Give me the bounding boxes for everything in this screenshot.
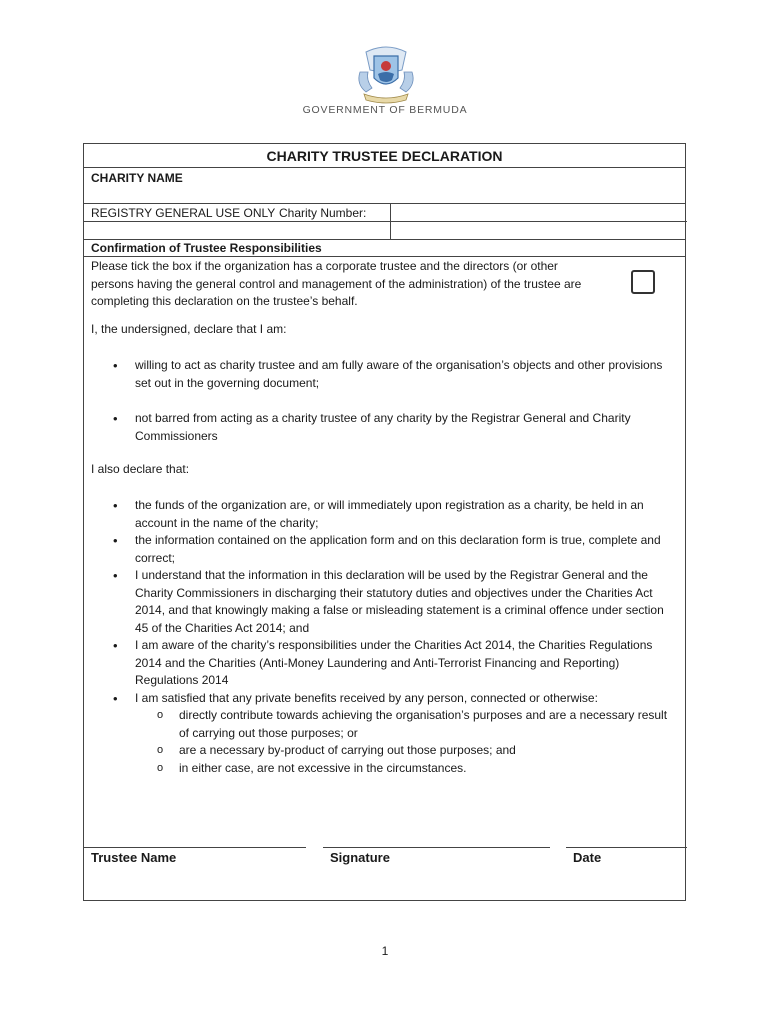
also-declare-list	[89, 497, 674, 777]
form-title: CHARITY TRUSTEE DECLARATION	[266, 148, 503, 164]
charity-number-label: Charity Number:	[279, 206, 367, 220]
trustee-name-line[interactable]	[84, 847, 306, 848]
sub-list-item: o are a necessary by-product of carrying out those purposes; and	[135, 742, 674, 760]
list-item: • not barred from acting as a charity trustee of any charity by the Registrar General and Charity Commissioners	[89, 410, 674, 445]
list-item: • I am aware of the charity’s responsibilities under the Charities Act 2014, the Charities Regulations 2014 and the Charities (Anti-Money Laundering and Anti-Terrorist Financing and Reporting) Regulations 2014	[89, 637, 674, 690]
corporate-trustee-checkbox[interactable]	[631, 270, 655, 294]
page-number: 1	[381, 944, 389, 958]
corporate-trustee-text: Please tick the box if the organization has a corporate trustee and the directors (or other persons having the general control and management of the administration) of the trustee are completing this declaration on the trustee’s behalf.	[91, 259, 582, 308]
government-name: GOVERNMENT OF BERMUDA	[302, 104, 468, 116]
charity-name-label: CHARITY NAME	[91, 171, 183, 185]
registry-label: REGISTRY GENERAL USE ONLY	[91, 206, 276, 220]
divider	[84, 256, 685, 257]
signature-label: Signature	[330, 850, 390, 865]
also-declare-intro: I also declare that:	[91, 462, 190, 476]
declare-list	[89, 357, 674, 445]
divider	[390, 221, 687, 222]
date-label: Date	[573, 850, 602, 865]
declaration-form	[83, 143, 686, 901]
declare-intro: I, the undersigned, declare that I am:	[91, 322, 287, 336]
sub-list	[135, 707, 674, 777]
list-item: • I understand that the information in this declaration will be used by the Registrar General and the Charity Commissioners in discharging their statutory duties and objectives under the Charities Act 2014, and that knowingly making a false or misleading statement is a criminal offence under section 45 of the Charities Act 2014; and	[89, 567, 674, 637]
list-item: • the funds of the organization are, or will immediately upon registration as a charity, be held in an account in the name of the charity;	[89, 497, 674, 532]
divider	[84, 167, 685, 168]
divider	[84, 221, 390, 222]
divider	[84, 203, 685, 204]
divider	[84, 239, 685, 240]
bermuda-coat-of-arms-icon	[352, 44, 420, 104]
list-item	[89, 690, 674, 778]
list-item: • willing to act as charity trustee and am fully aware of the organisation’s objects and other provisions set out in the governing document;	[89, 357, 674, 392]
date-line[interactable]	[566, 847, 687, 848]
charity-number-field[interactable]	[396, 206, 676, 220]
sub-list-item: o directly contribute towards achieving the organisation’s purposes and are a necessary result of carrying out those purposes; or	[135, 707, 674, 742]
trustee-name-label: Trustee Name	[91, 850, 177, 865]
sub-list-item: o in either case, are not excessive in the circumstances.	[135, 760, 674, 778]
list-item-text: I am satisfied that any private benefits received by any person, connected or otherwise:	[135, 690, 598, 705]
list-item: • the information contained on the application form and on this declaration form is true, complete and correct;	[89, 532, 674, 567]
confirmation-heading: Confirmation of Trustee Responsibilities	[91, 241, 322, 255]
charity-name-field[interactable]	[274, 188, 674, 202]
signature-line[interactable]	[323, 847, 550, 848]
